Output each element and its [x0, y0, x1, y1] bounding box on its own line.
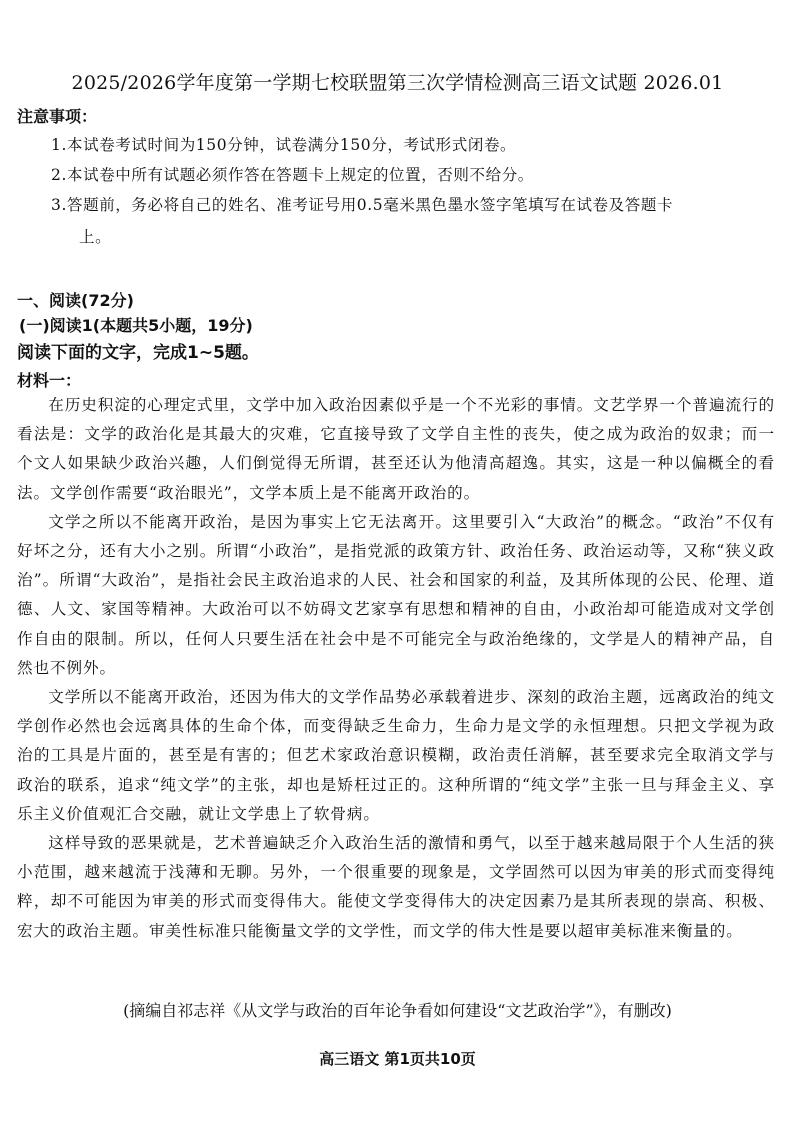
instruction: 阅读下面的文字，完成1~5题。 — [17, 343, 259, 363]
subsection-heading: (一)阅读1(本题共5小题，19分) — [19, 316, 253, 335]
section-heading: 一、阅读(72分) — [17, 291, 134, 310]
paragraph: 这样导致的恶果就是，艺术普遍缺乏介入政治生活的激情和勇气，以至于越来越局限于个人生活的狭小范围，越来越流于浅薄和无聊。另外，一个很重要的现象是，文学固然可以因为审美的形式而变得纯粹，却不可能因为审美的形式而变得伟大。能使文学变得伟大的决定因素乃是其所表现的崇高、积极、宏大的政治主题。审美性标准只能衡量文学的文学性，而文学的伟大性是要以超审美标准来衡量的。 — [17, 834, 775, 940]
paragraph: 在历史积淀的心理定式里，文学中加入政治因素似乎是一个不光彩的事情。文艺学界一个普遍流行的看法是：文学的政治化是其最大的灾难，它直接导致了文学自主性的丧失，使之成为政治的奴隶；而一个文人如果缺少政治兴趣，人们倒觉得无所谓，甚至还认为他清高超逸。其实，这是一种以偏概全的看法。文学创作需要“政治眼光”，文学本质上是不能离开政治的。 — [17, 396, 775, 502]
notice-item: 3.答题前，务必将自己的姓名、准考证号用0.5毫米黑色墨水签字笔填写在试卷及答题卡 — [51, 196, 674, 214]
notice-heading: 注意事项： — [17, 107, 98, 126]
notice-item: 1.本试卷考试时间为150分钟，试卷满分150分，考试形式闭卷。 — [51, 136, 517, 154]
material-label: 材料一： — [17, 371, 82, 390]
notice-item: 上。 — [79, 228, 112, 246]
notice-item: 2.本试卷中所有试题必须作答在答题卡上规定的位置，否则不给分。 — [51, 166, 534, 184]
source-citation: (摘编自祁志祥《从文学与政治的百年论争看如何建设“文艺政治学”》，有删改) — [123, 1001, 672, 1020]
material-body — [17, 391, 775, 946]
exam-title: 2025/2026学年度第一学期七校联盟第三次学情检测高三语文试题 2026.01 — [71, 72, 724, 94]
paragraph: 文学之所以不能离开政治，是因为事实上它无法离开。这里要引入“大政治”的概念。“政治”不仅有好坏之分，还有大小之别。所谓“小政治”，是指党派的政策方针、政治任务、政治运动等，又称“狭义政治”。所谓“大政治”，是指社会民主政治追求的人民、社会和国家的利益，及其所体现的公民、伦理、道德、人文、家国等精神。大政治可以不妨碍文艺家享有思想和精神的自由，小政治却可能造成对文学创作自由的限制。所以，任何人只要生活在社会中是不可能完全与政治绝缘的，文学是人的精神产品，自然也不例外。 — [17, 512, 775, 677]
paragraph: 文学所以不能离开政治，还因为伟大的文学作品势必承载着进步、深刻的政治主题，远离政治的纯文学创作必然也会远离具体的生命个体，而变得缺乏生命力，生命力是文学的永恒理想。只把文学视为政治的工具是片面的，甚至是有害的；但艺术家政治意识模糊，政治责任消解，甚至要求完全取消文学与政治的联系，追求“纯文学”的主张，却也是矫枉过正的。这种所谓的“纯文学”主张一旦与拜金主义、享乐主义价值观汇合交融，就让文学患上了软骨病。 — [17, 688, 775, 823]
page-footer: 高三语文 第1页共10页 — [319, 1050, 476, 1068]
